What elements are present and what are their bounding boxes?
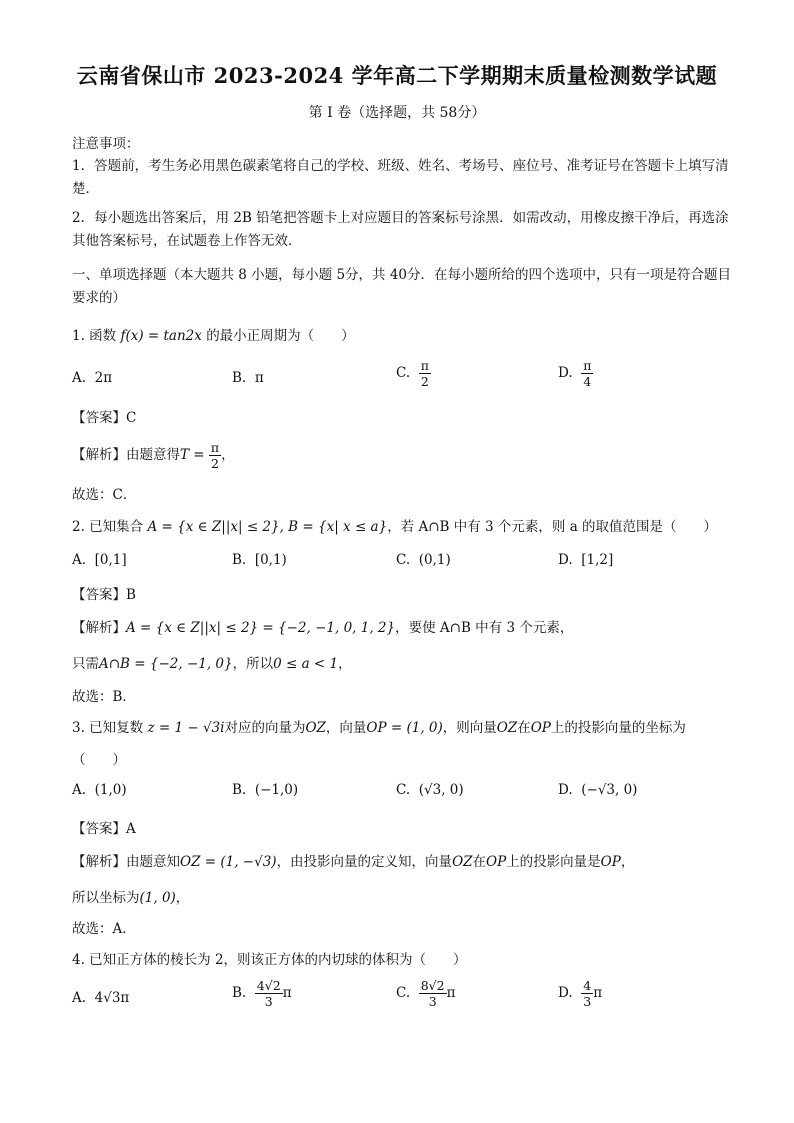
analysis-middle: ，所以 xyxy=(232,656,274,672)
option-fraction xyxy=(419,978,447,1009)
question-3-stem xyxy=(72,716,732,736)
option-value: (√3, 0) xyxy=(418,782,464,798)
fraction-numerator: 4 xyxy=(583,978,592,993)
q3-answer-bracket: （ ） xyxy=(72,752,126,768)
q1-option-c xyxy=(396,358,431,389)
q1-option-d xyxy=(558,358,593,389)
q2-choose: 故选：B． xyxy=(72,689,136,705)
option-label: B. xyxy=(232,370,247,386)
analysis-prefix: 【解析】 xyxy=(72,620,126,636)
analysis-suffix: ， xyxy=(175,890,190,906)
fraction-denominator: 3 xyxy=(264,994,273,1009)
option-label: C. xyxy=(396,782,411,798)
option-label: D. xyxy=(558,985,573,1001)
q3-text: ，向量 xyxy=(325,720,367,736)
analysis-vector-op: OP xyxy=(600,854,621,870)
analysis-suffix: ， xyxy=(620,854,635,870)
analysis-variable: T = xyxy=(180,447,205,463)
analysis-prefix: 【解析】由题意得 xyxy=(72,447,180,463)
q3-analysis-1 xyxy=(72,850,732,870)
analysis-prefix: 【解析】由题意知 xyxy=(72,854,180,870)
option-label: D. xyxy=(558,782,573,798)
option-value: [0,1) xyxy=(254,552,287,568)
q3-text: 对应的向量为 xyxy=(224,720,306,736)
option-value: [1,2] xyxy=(581,552,614,568)
option-label: B. xyxy=(232,552,247,568)
question-2-stem xyxy=(72,515,732,535)
q1-stem-suffix: 的最小正周期为（ ） xyxy=(206,328,355,344)
q2-analysis-2 xyxy=(72,652,732,672)
q4-option-d xyxy=(558,978,602,1009)
q3-text: 在 xyxy=(517,720,531,736)
option-fraction xyxy=(419,358,431,389)
option-value: 4√3π xyxy=(94,990,130,1006)
option-label: A. xyxy=(72,552,87,568)
question-1-stem xyxy=(72,324,732,344)
option-tail: π xyxy=(593,985,603,1001)
fraction-denominator: 2 xyxy=(211,456,219,471)
analysis-suffix: ，要使 A∩B 中有 3 个元素， xyxy=(395,620,574,636)
analysis-text: ，由投影向量的定义知，向量 xyxy=(276,854,453,870)
exam-subtitle: 第 I 卷（选择题，共 58分） xyxy=(308,105,486,121)
q3-option-d xyxy=(558,782,637,798)
fraction-denominator: 3 xyxy=(583,994,592,1009)
option-tail: π xyxy=(282,985,292,1001)
q3-text: ，则向量 xyxy=(442,720,497,736)
option-value: π xyxy=(254,370,264,386)
option-fraction xyxy=(255,978,283,1009)
option-value: (−1,0) xyxy=(254,782,299,798)
q2-option-b xyxy=(232,552,287,568)
fraction-denominator: 3 xyxy=(428,994,437,1009)
fraction-denominator: 4 xyxy=(583,374,592,389)
notice-item-2: 2．每小题选出答案后，用 2B 铅笔把答题卡上对应题目的答案标号涂黑．如需改动，用橡皮擦干净后，再选涂其他答案标号，在试题卷上作答无效． xyxy=(72,210,729,249)
option-tail: π xyxy=(446,985,456,1001)
exam-title: 云南省保山市 2023-2024 学年高二下学期期末质量检测数学试题 xyxy=(76,63,718,88)
q3-analysis-2 xyxy=(72,886,732,906)
analysis-suffix: ， xyxy=(221,447,235,463)
notice-item-1: 1．答题前，考生务必用黑色碳素笔将自己的学校、班级、姓名、考场号、座位号、准考证号在答题卡上填写清楚． xyxy=(72,158,729,197)
q4-option-a xyxy=(72,990,129,1006)
option-value: 2π xyxy=(94,370,113,386)
q1-option-b xyxy=(232,370,264,386)
option-label: D. xyxy=(558,365,573,381)
section-heading: 一、单项选择题（本大题共 8 小题，每小题 5分，共 40分．在每小题所给的四个选项中，只有一项是符合题目要求的） xyxy=(72,267,732,306)
fraction-numerator: π xyxy=(420,358,429,373)
q3-vector-op: OP xyxy=(530,720,551,736)
fraction-numerator: 4√2 xyxy=(256,978,281,993)
option-value: (0,1) xyxy=(418,552,451,568)
q1-stem-prefix: 1. 函数 xyxy=(72,328,117,344)
q1-option-a xyxy=(72,370,112,386)
fraction-denominator: 2 xyxy=(420,374,429,389)
option-label: C. xyxy=(396,365,411,381)
analysis-suffix: ， xyxy=(338,656,352,672)
analysis-vector-op: OP xyxy=(486,854,507,870)
option-label: B. xyxy=(232,985,247,1001)
q3-choose: 故选：A． xyxy=(72,921,136,937)
option-label: B. xyxy=(232,782,247,798)
analysis-text: 在 xyxy=(472,854,487,870)
notice-heading: 注意事项： xyxy=(72,136,140,152)
analysis-math: OZ = (1, −√3) xyxy=(180,854,277,870)
analysis-math: A∩B = {−2, −1, 0} xyxy=(99,656,233,672)
q2-answer: 【答案】B xyxy=(72,587,136,603)
q1-analysis xyxy=(72,440,732,471)
fraction-numerator: 8√2 xyxy=(420,978,445,993)
analysis-text: 上的投影向量是 xyxy=(506,854,601,870)
q1-choose: 故选：C． xyxy=(72,487,137,503)
q3-vector-op: OP = (1, 0) xyxy=(366,720,443,736)
q2-analysis-1 xyxy=(72,616,732,636)
q2-stem-suffix: ，若 A∩B 中有 3 个元素，则 a 的取值范围是（ ） xyxy=(387,519,718,535)
option-label: A. xyxy=(72,990,87,1006)
q3-stem-suffix: 上的投影向量的坐标为 xyxy=(550,720,686,736)
analysis-math: A = {x ∈ Z||x| ≤ 2} = {−2, −1, 0, 1, 2} xyxy=(126,620,396,636)
option-label: C. xyxy=(396,985,411,1001)
q4-option-b xyxy=(232,978,292,1009)
option-fraction xyxy=(581,358,593,389)
analysis-math: (1, 0) xyxy=(139,890,176,906)
q3-vector-oz: OZ xyxy=(496,720,518,736)
q3-stem-prefix: 3. 已知复数 xyxy=(72,720,144,736)
fraction-numerator: π xyxy=(583,358,592,373)
analysis-fraction xyxy=(209,440,221,471)
q3-option-b xyxy=(232,782,298,798)
analysis-inequality: 0 ≤ a < 1 xyxy=(273,656,339,672)
option-label: D. xyxy=(558,552,573,568)
q2-sets: A = {x ∈ Z||x| ≤ 2}, B = {x| x ≤ a} xyxy=(147,519,388,535)
analysis-prefix: 所以坐标为 xyxy=(72,890,140,906)
q3-option-a xyxy=(72,782,127,798)
option-value: [0,1] xyxy=(94,552,127,568)
q2-option-a xyxy=(72,552,127,568)
q1-function: f(x) = tan2x xyxy=(120,328,202,344)
analysis-vector-oz: OZ xyxy=(452,854,473,870)
question-4-stem: 4. 已知正方体的棱长为 2，则该正方体的内切球的体积为（ ） xyxy=(72,952,467,968)
q2-stem-prefix: 2. 已知集合 xyxy=(72,519,144,535)
option-value: (−√3, 0) xyxy=(581,782,638,798)
q3-answer: 【答案】A xyxy=(72,821,136,837)
q2-option-c xyxy=(396,552,451,568)
q4-option-c xyxy=(396,978,455,1009)
q3-vector-oz: OZ xyxy=(305,720,326,736)
option-fraction xyxy=(581,978,593,1009)
option-label: A. xyxy=(72,782,87,798)
analysis-prefix: 只需 xyxy=(72,656,99,672)
option-value: (1,0) xyxy=(94,782,127,798)
q3-option-c xyxy=(396,782,464,798)
q1-answer: 【答案】C xyxy=(72,410,137,426)
q3-complex: z = 1 − √3i xyxy=(147,720,225,736)
fraction-numerator: π xyxy=(210,440,220,455)
option-label: A. xyxy=(72,370,87,386)
option-label: C. xyxy=(396,552,411,568)
q2-option-d xyxy=(558,552,613,568)
